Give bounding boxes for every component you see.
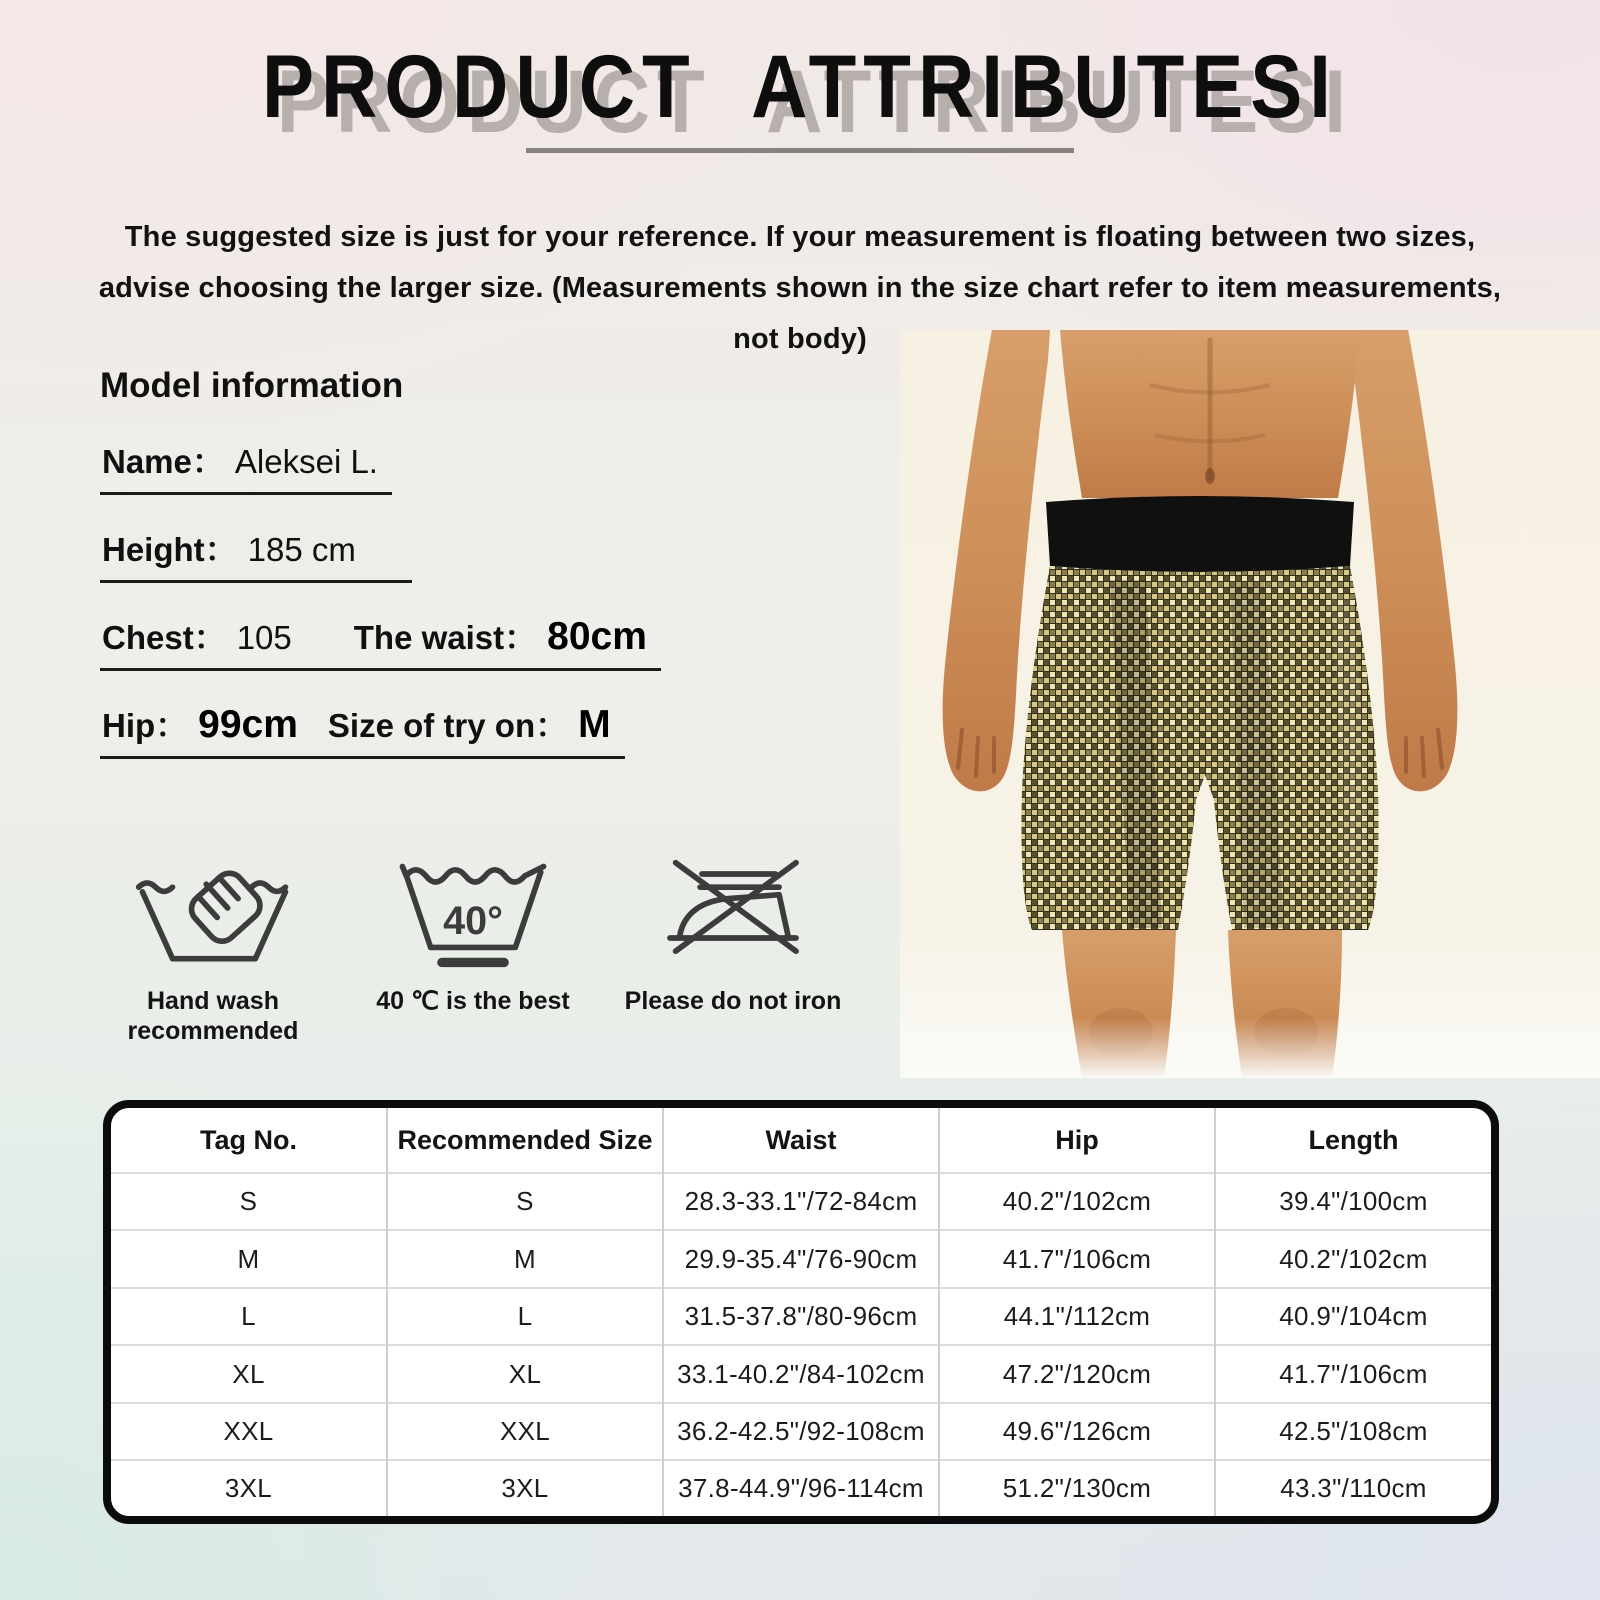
table-cell: M — [387, 1230, 663, 1287]
waist-label: The waist： — [353, 619, 538, 656]
svg-text:40°: 40° — [443, 899, 503, 944]
table-row — [111, 1345, 1491, 1402]
table-cell: 40.2"/102cm — [939, 1173, 1215, 1230]
table-cell: M — [111, 1230, 387, 1287]
care-instructions — [88, 840, 858, 1046]
care-label-do-not-iron: Please do not iron — [624, 987, 842, 1015]
table-cell: 29.9-35.4"/76-90cm — [663, 1230, 939, 1287]
tryon-label: Size of try on： — [327, 707, 569, 744]
table-cell: 36.2-42.5"/92-108cm — [663, 1403, 939, 1460]
table-cell: 40.9"/104cm — [1215, 1288, 1491, 1345]
model-photo-illustration — [900, 330, 1600, 1078]
table-cell: 51.2"/130cm — [939, 1460, 1215, 1516]
product-photo — [900, 330, 1600, 1078]
care-label-wash-40: 40 ℃ is the best — [376, 987, 570, 1015]
chest-label: Chest： — [102, 619, 227, 656]
column-header: Waist — [663, 1108, 939, 1173]
table-cell: 43.3"/110cm — [1215, 1460, 1491, 1516]
shorts-waistband — [1046, 496, 1354, 572]
table-row — [111, 1173, 1491, 1230]
table-cell: 28.3-33.1"/72-84cm — [663, 1173, 939, 1230]
table-cell: 41.7"/106cm — [1215, 1345, 1491, 1402]
table-cell: 33.1-40.2"/84-102cm — [663, 1345, 939, 1402]
table-cell: 31.5-37.8"/80-96cm — [663, 1288, 939, 1345]
table-row — [111, 1460, 1491, 1516]
do-not-iron-icon — [653, 840, 813, 972]
table-cell: 49.6"/126cm — [939, 1403, 1215, 1460]
model-hip-tryon-line — [100, 700, 625, 759]
chest-value: 105 — [236, 619, 292, 656]
column-header: Length — [1308, 1124, 1399, 1155]
hip-label: Hip： — [102, 707, 189, 744]
size-advice-text: The suggested size is just for your reference. If your measurement is floating between two sizes, advise choosing the larger size. (Measurements shown in the size chart refer to item measurements, not body) — [98, 221, 1502, 355]
table-row — [111, 1288, 1491, 1345]
table-cell: L — [111, 1288, 387, 1345]
table-cell: XXL — [111, 1403, 387, 1460]
model-name-line — [100, 436, 392, 495]
table-cell: 37.8-44.9"/96-114cm — [663, 1460, 939, 1516]
care-item-hand-wash — [88, 840, 338, 1046]
table-row — [111, 1403, 1491, 1460]
table-cell: 47.2"/120cm — [939, 1345, 1215, 1402]
size-chart-body — [111, 1173, 1491, 1516]
size-chart-header-row — [111, 1108, 1491, 1173]
column-header: Tag No. — [111, 1108, 387, 1173]
table-cell: 40.2"/102cm — [1215, 1230, 1491, 1287]
hip-value: 99cm — [198, 703, 298, 746]
table-cell: 39.4"/100cm — [1215, 1173, 1491, 1230]
waist-value: 80cm — [547, 615, 647, 658]
name-label: Name： — [102, 443, 225, 480]
model-chest-waist-line — [100, 612, 661, 671]
table-cell: XL — [111, 1345, 387, 1402]
title-underline — [526, 148, 1074, 153]
table-cell: 3XL — [387, 1460, 663, 1516]
table-cell: 44.1"/112cm — [939, 1288, 1215, 1345]
size-chart — [103, 1100, 1499, 1524]
title-block — [0, 36, 1600, 153]
tryon-value: M — [578, 703, 611, 746]
wash-40-icon — [393, 840, 553, 972]
table-cell: S — [387, 1173, 663, 1230]
name-value: Aleksei L. — [234, 443, 378, 480]
model-height-line — [100, 524, 412, 583]
table-cell: XXL — [387, 1403, 663, 1460]
table-cell: L — [387, 1288, 663, 1345]
care-item-wash-40 — [348, 840, 598, 1046]
size-chart-table — [111, 1108, 1491, 1516]
model-info-heading: Model information — [100, 366, 404, 405]
column-header: Recommended Size — [387, 1108, 663, 1173]
height-value: 185 cm — [247, 531, 356, 568]
care-item-do-not-iron — [608, 840, 858, 1046]
table-cell: 3XL — [111, 1460, 387, 1516]
table-cell: XL — [387, 1345, 663, 1402]
model-information — [100, 366, 840, 788]
table-row — [111, 1230, 1491, 1287]
care-label-hand-wash: Hand wash recommended — [127, 987, 299, 1045]
table-cell: 41.7"/106cm — [939, 1230, 1215, 1287]
page-title: PRODUCT ATTRIBUTESI — [262, 36, 1338, 137]
hand-wash-icon — [133, 840, 293, 972]
table-cell: S — [111, 1173, 387, 1230]
height-label: Height： — [102, 531, 238, 568]
column-header: Hip — [939, 1108, 1215, 1173]
table-cell: 42.5"/108cm — [1215, 1403, 1491, 1460]
